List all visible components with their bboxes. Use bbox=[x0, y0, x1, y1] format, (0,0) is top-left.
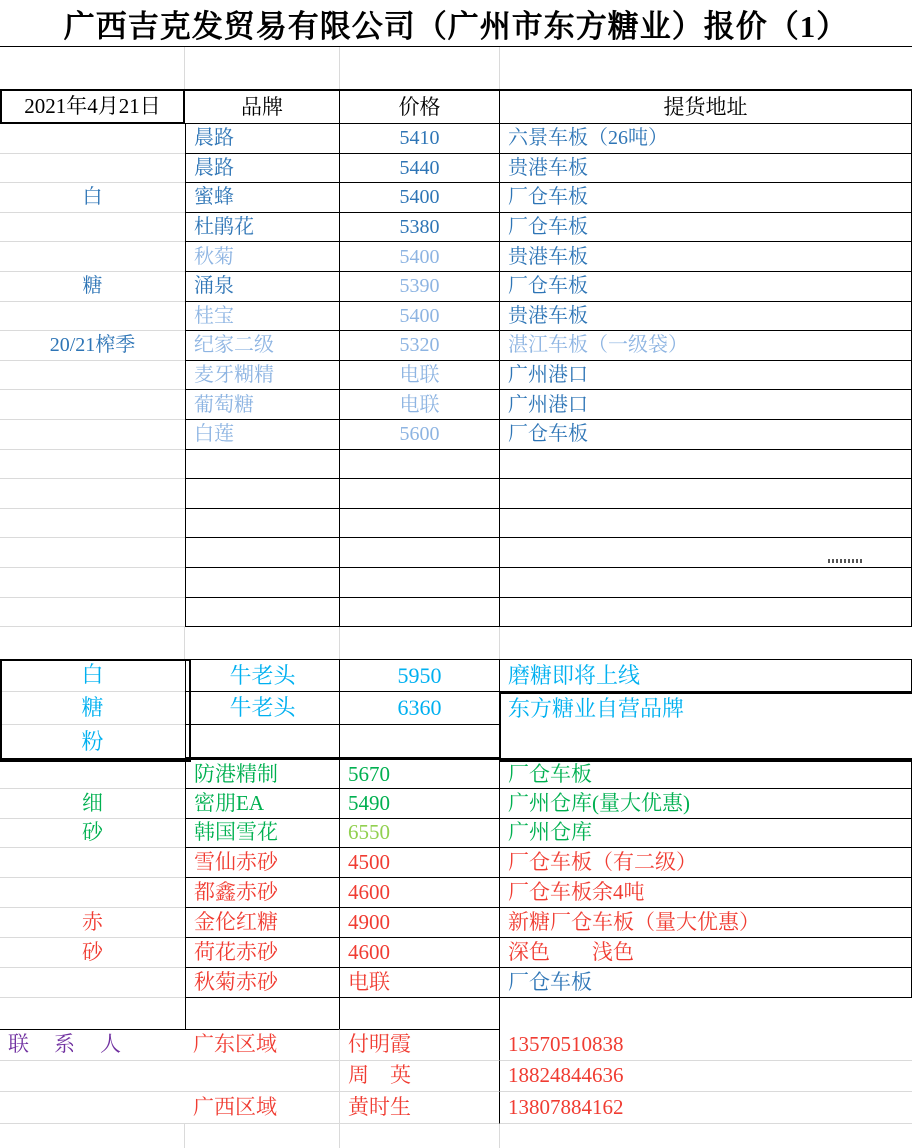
gap-row bbox=[0, 627, 912, 659]
empty-cell bbox=[340, 479, 500, 509]
category-cell bbox=[0, 968, 185, 998]
empty-row bbox=[0, 479, 912, 509]
region-cell bbox=[185, 1061, 340, 1093]
empty-cell bbox=[340, 568, 500, 598]
spacer-row bbox=[0, 998, 912, 1029]
category-cell bbox=[0, 213, 185, 243]
column-header-price: 价格 bbox=[340, 91, 500, 124]
phone-cell: 18824844636 bbox=[500, 1061, 912, 1093]
quote-row bbox=[0, 692, 912, 725]
address-cell: 厂仓车板 bbox=[500, 183, 912, 213]
category-cell bbox=[0, 124, 185, 154]
brand-cell: 秋菊 bbox=[185, 242, 340, 272]
contacts-title: 联 系 人 bbox=[0, 1029, 185, 1061]
brand-cell: 雪仙赤砂 bbox=[185, 848, 340, 878]
quote-row bbox=[0, 331, 912, 361]
category-cell: 糖 bbox=[0, 272, 185, 302]
brand-cell: 金伦红糖 bbox=[185, 908, 340, 938]
address-cell: 广州仓库 bbox=[500, 819, 912, 848]
empty-cell bbox=[185, 627, 340, 659]
price-cell: 5400 bbox=[340, 302, 500, 332]
empty-row bbox=[0, 538, 912, 568]
address-cell: 新糖厂仓车板（量大优惠） bbox=[500, 908, 912, 938]
empty-cell bbox=[0, 538, 185, 568]
price-cell: 5410 bbox=[340, 124, 500, 154]
empty-cell bbox=[340, 627, 500, 659]
column-header-address: 提货地址 bbox=[500, 91, 912, 124]
empty-cell bbox=[0, 568, 185, 598]
category-cell bbox=[0, 878, 185, 908]
category-cell bbox=[0, 420, 185, 450]
address-cell: 厂仓车板 bbox=[500, 760, 912, 789]
empty-cell bbox=[500, 509, 912, 539]
empty-cell bbox=[0, 598, 185, 628]
quote-row bbox=[0, 302, 912, 332]
brand-cell: 桂宝 bbox=[185, 302, 340, 332]
empty-cell bbox=[185, 538, 340, 568]
empty-cell bbox=[340, 509, 500, 539]
price-cell: 5320 bbox=[340, 331, 500, 361]
price-cell: 电联 bbox=[340, 361, 500, 391]
address-cell: 厂仓车板 bbox=[500, 968, 912, 998]
category-cell: 糖 bbox=[0, 692, 185, 725]
category-cell bbox=[0, 760, 185, 789]
price-cell: 电联 bbox=[340, 968, 500, 998]
sugar-powder-section bbox=[0, 659, 912, 758]
quote-row bbox=[0, 908, 912, 938]
empty-cell bbox=[340, 998, 500, 1029]
address-cell bbox=[500, 725, 912, 758]
tiny-illegible-marks bbox=[828, 559, 862, 563]
contact-row bbox=[0, 1029, 912, 1061]
empty-cell bbox=[340, 1124, 500, 1148]
address-cell: 广州港口 bbox=[500, 361, 912, 391]
empty-row bbox=[0, 598, 912, 628]
empty-cell bbox=[185, 568, 340, 598]
category-cell bbox=[0, 390, 185, 420]
empty-cell bbox=[500, 1124, 912, 1148]
price-cell: 5670 bbox=[340, 760, 500, 789]
address-cell: 贵港车板 bbox=[500, 302, 912, 332]
contacts-section bbox=[0, 1029, 912, 1124]
empty-cell bbox=[185, 998, 340, 1029]
column-header-brand: 品牌 bbox=[185, 91, 340, 124]
address-cell: 广州港口 bbox=[500, 390, 912, 420]
white-sugar-section bbox=[0, 124, 912, 659]
fine-sand-section bbox=[0, 758, 912, 848]
quote-row bbox=[0, 361, 912, 391]
address-cell: 湛江车板（一级袋） bbox=[500, 331, 912, 361]
quote-row bbox=[0, 420, 912, 450]
address-cell: 贵港车板 bbox=[500, 154, 912, 184]
price-cell bbox=[340, 725, 500, 758]
quote-row bbox=[0, 242, 912, 272]
empty-cell bbox=[500, 627, 912, 659]
quote-row bbox=[0, 789, 912, 818]
price-cell: 5380 bbox=[340, 213, 500, 243]
spacer-cell bbox=[0, 47, 185, 89]
empty-cell bbox=[340, 598, 500, 628]
contact-name-cell: 付明霞 bbox=[340, 1029, 500, 1061]
address-cell: 厂仓车板 bbox=[500, 213, 912, 243]
empty-cell bbox=[340, 538, 500, 568]
empty-cell bbox=[0, 1061, 185, 1093]
category-cell bbox=[0, 361, 185, 391]
brand-cell: 韩国雪花 bbox=[185, 819, 340, 848]
category-cell: 粉 bbox=[81, 728, 104, 754]
empty-cell bbox=[0, 479, 185, 509]
address-cell: 厂仓车板余4吨 bbox=[500, 878, 912, 908]
empty-cell bbox=[185, 598, 340, 628]
quote-row bbox=[0, 272, 912, 302]
price-cell: 5400 bbox=[340, 242, 500, 272]
category-cell: 赤 bbox=[0, 908, 185, 938]
table-header bbox=[0, 89, 912, 124]
bottom-empty-row bbox=[0, 1124, 912, 1148]
contact-row bbox=[0, 1061, 912, 1093]
empty-cell bbox=[0, 627, 185, 659]
quote-row bbox=[0, 760, 912, 789]
brand-cell: 晨路 bbox=[185, 124, 340, 154]
price-cell: 4500 bbox=[340, 848, 500, 878]
brand-cell: 葡萄糖 bbox=[185, 390, 340, 420]
quote-row bbox=[0, 659, 912, 692]
category-cell bbox=[0, 848, 185, 878]
empty-cell bbox=[500, 538, 912, 568]
brand-cell: 密朋EA bbox=[185, 789, 340, 818]
category-cell: 细 bbox=[0, 789, 185, 818]
brand-cell bbox=[185, 725, 340, 758]
address-cell: 厂仓车板 bbox=[500, 272, 912, 302]
empty-cell bbox=[185, 1124, 340, 1148]
empty-cell bbox=[340, 450, 500, 480]
price-cell: 4900 bbox=[340, 908, 500, 938]
quote-row bbox=[0, 213, 912, 243]
brand-cell: 杜鹃花 bbox=[185, 213, 340, 243]
empty-cell bbox=[185, 479, 340, 509]
category-cell: 白 bbox=[0, 659, 185, 692]
address-cell: 贵港车板 bbox=[500, 242, 912, 272]
spacer-cell bbox=[500, 47, 912, 89]
price-cell: 5950 bbox=[340, 659, 500, 692]
quote-row bbox=[0, 390, 912, 420]
address-cell: 广州仓库(量大优惠) bbox=[500, 789, 912, 818]
quote-row bbox=[0, 848, 912, 878]
quote-row bbox=[0, 968, 912, 998]
spacer-row-top bbox=[0, 47, 912, 89]
quote-row bbox=[0, 878, 912, 908]
brand-cell: 白莲 bbox=[185, 420, 340, 450]
empty-cell bbox=[0, 1092, 185, 1124]
price-cell: 5600 bbox=[340, 420, 500, 450]
category-cell bbox=[0, 154, 185, 184]
empty-cell bbox=[0, 998, 185, 1029]
price-cell: 4600 bbox=[340, 878, 500, 908]
quote-row bbox=[0, 938, 912, 968]
address-cell: 磨糖即将上线 bbox=[500, 659, 912, 692]
brand-cell: 涌泉 bbox=[185, 272, 340, 302]
quote-row bbox=[0, 819, 912, 848]
quote-row bbox=[0, 725, 912, 758]
price-cell: 5400 bbox=[340, 183, 500, 213]
brand-cell: 荷花赤砂 bbox=[185, 938, 340, 968]
category-cell: 白 bbox=[0, 183, 185, 213]
spacer-cell bbox=[340, 47, 500, 89]
contact-name-cell: 周 英 bbox=[340, 1061, 500, 1093]
empty-cell bbox=[500, 568, 912, 598]
quote-row bbox=[0, 124, 912, 154]
empty-cell bbox=[185, 450, 340, 480]
date-cell: 2021年4月21日 bbox=[0, 91, 185, 124]
empty-cell bbox=[500, 598, 912, 628]
brand-cell: 牛老头 bbox=[185, 692, 340, 725]
brand-cell: 纪家二级 bbox=[185, 331, 340, 361]
empty-row bbox=[0, 450, 912, 480]
page-title: 广西吉克发贸易有限公司（广州市东方糖业）报价（1） bbox=[0, 0, 912, 47]
region-cell: 广西区域 bbox=[185, 1092, 340, 1124]
empty-cell bbox=[185, 509, 340, 539]
price-cell: 5490 bbox=[340, 789, 500, 818]
price-cell: 4600 bbox=[340, 938, 500, 968]
category-cell bbox=[0, 242, 185, 272]
category-cell: 砂 bbox=[0, 819, 185, 848]
empty-row bbox=[0, 509, 912, 539]
price-cell: 5440 bbox=[340, 154, 500, 184]
brand-cell: 麦牙糊精 bbox=[185, 361, 340, 391]
empty-cell bbox=[500, 450, 912, 480]
category-cell: 砂 bbox=[0, 938, 185, 968]
quote-row bbox=[0, 183, 912, 213]
price-cell: 6550 bbox=[340, 819, 500, 848]
phone-cell: 13570510838 bbox=[500, 1029, 912, 1061]
contact-row bbox=[0, 1092, 912, 1124]
category-cell bbox=[0, 302, 185, 332]
brand-cell: 牛老头 bbox=[185, 659, 340, 692]
empty-cell bbox=[0, 1124, 185, 1148]
brand-cell: 晨路 bbox=[185, 154, 340, 184]
phone-cell: 13807884162 bbox=[500, 1092, 912, 1124]
empty-cell bbox=[500, 998, 912, 1029]
address-cell: 东方糖业自营品牌 bbox=[508, 695, 685, 721]
empty-cell bbox=[0, 450, 185, 480]
brand-cell: 防港精制 bbox=[185, 760, 340, 789]
address-cell: 厂仓车板（有二级） bbox=[500, 848, 912, 878]
contact-name-cell: 黄时生 bbox=[340, 1092, 500, 1124]
quote-row bbox=[0, 154, 912, 184]
spacer-cell bbox=[185, 47, 340, 89]
red-sand-section bbox=[0, 848, 912, 998]
brand-cell: 都鑫赤砂 bbox=[185, 878, 340, 908]
address-cell: 深色 浅色 bbox=[500, 938, 912, 968]
empty-cell bbox=[500, 479, 912, 509]
address-cell: 厂仓车板 bbox=[500, 420, 912, 450]
brand-cell: 蜜蜂 bbox=[185, 183, 340, 213]
region-cell: 广东区域 bbox=[185, 1029, 340, 1061]
price-cell: 电联 bbox=[340, 390, 500, 420]
price-cell: 6360 bbox=[340, 692, 500, 725]
brand-cell: 秋菊赤砂 bbox=[185, 968, 340, 998]
empty-cell bbox=[0, 509, 185, 539]
category-cell: 20/21榨季 bbox=[0, 331, 185, 361]
price-cell: 5390 bbox=[340, 272, 500, 302]
address-cell: 六景车板（26吨） bbox=[500, 124, 912, 154]
empty-row bbox=[0, 568, 912, 598]
